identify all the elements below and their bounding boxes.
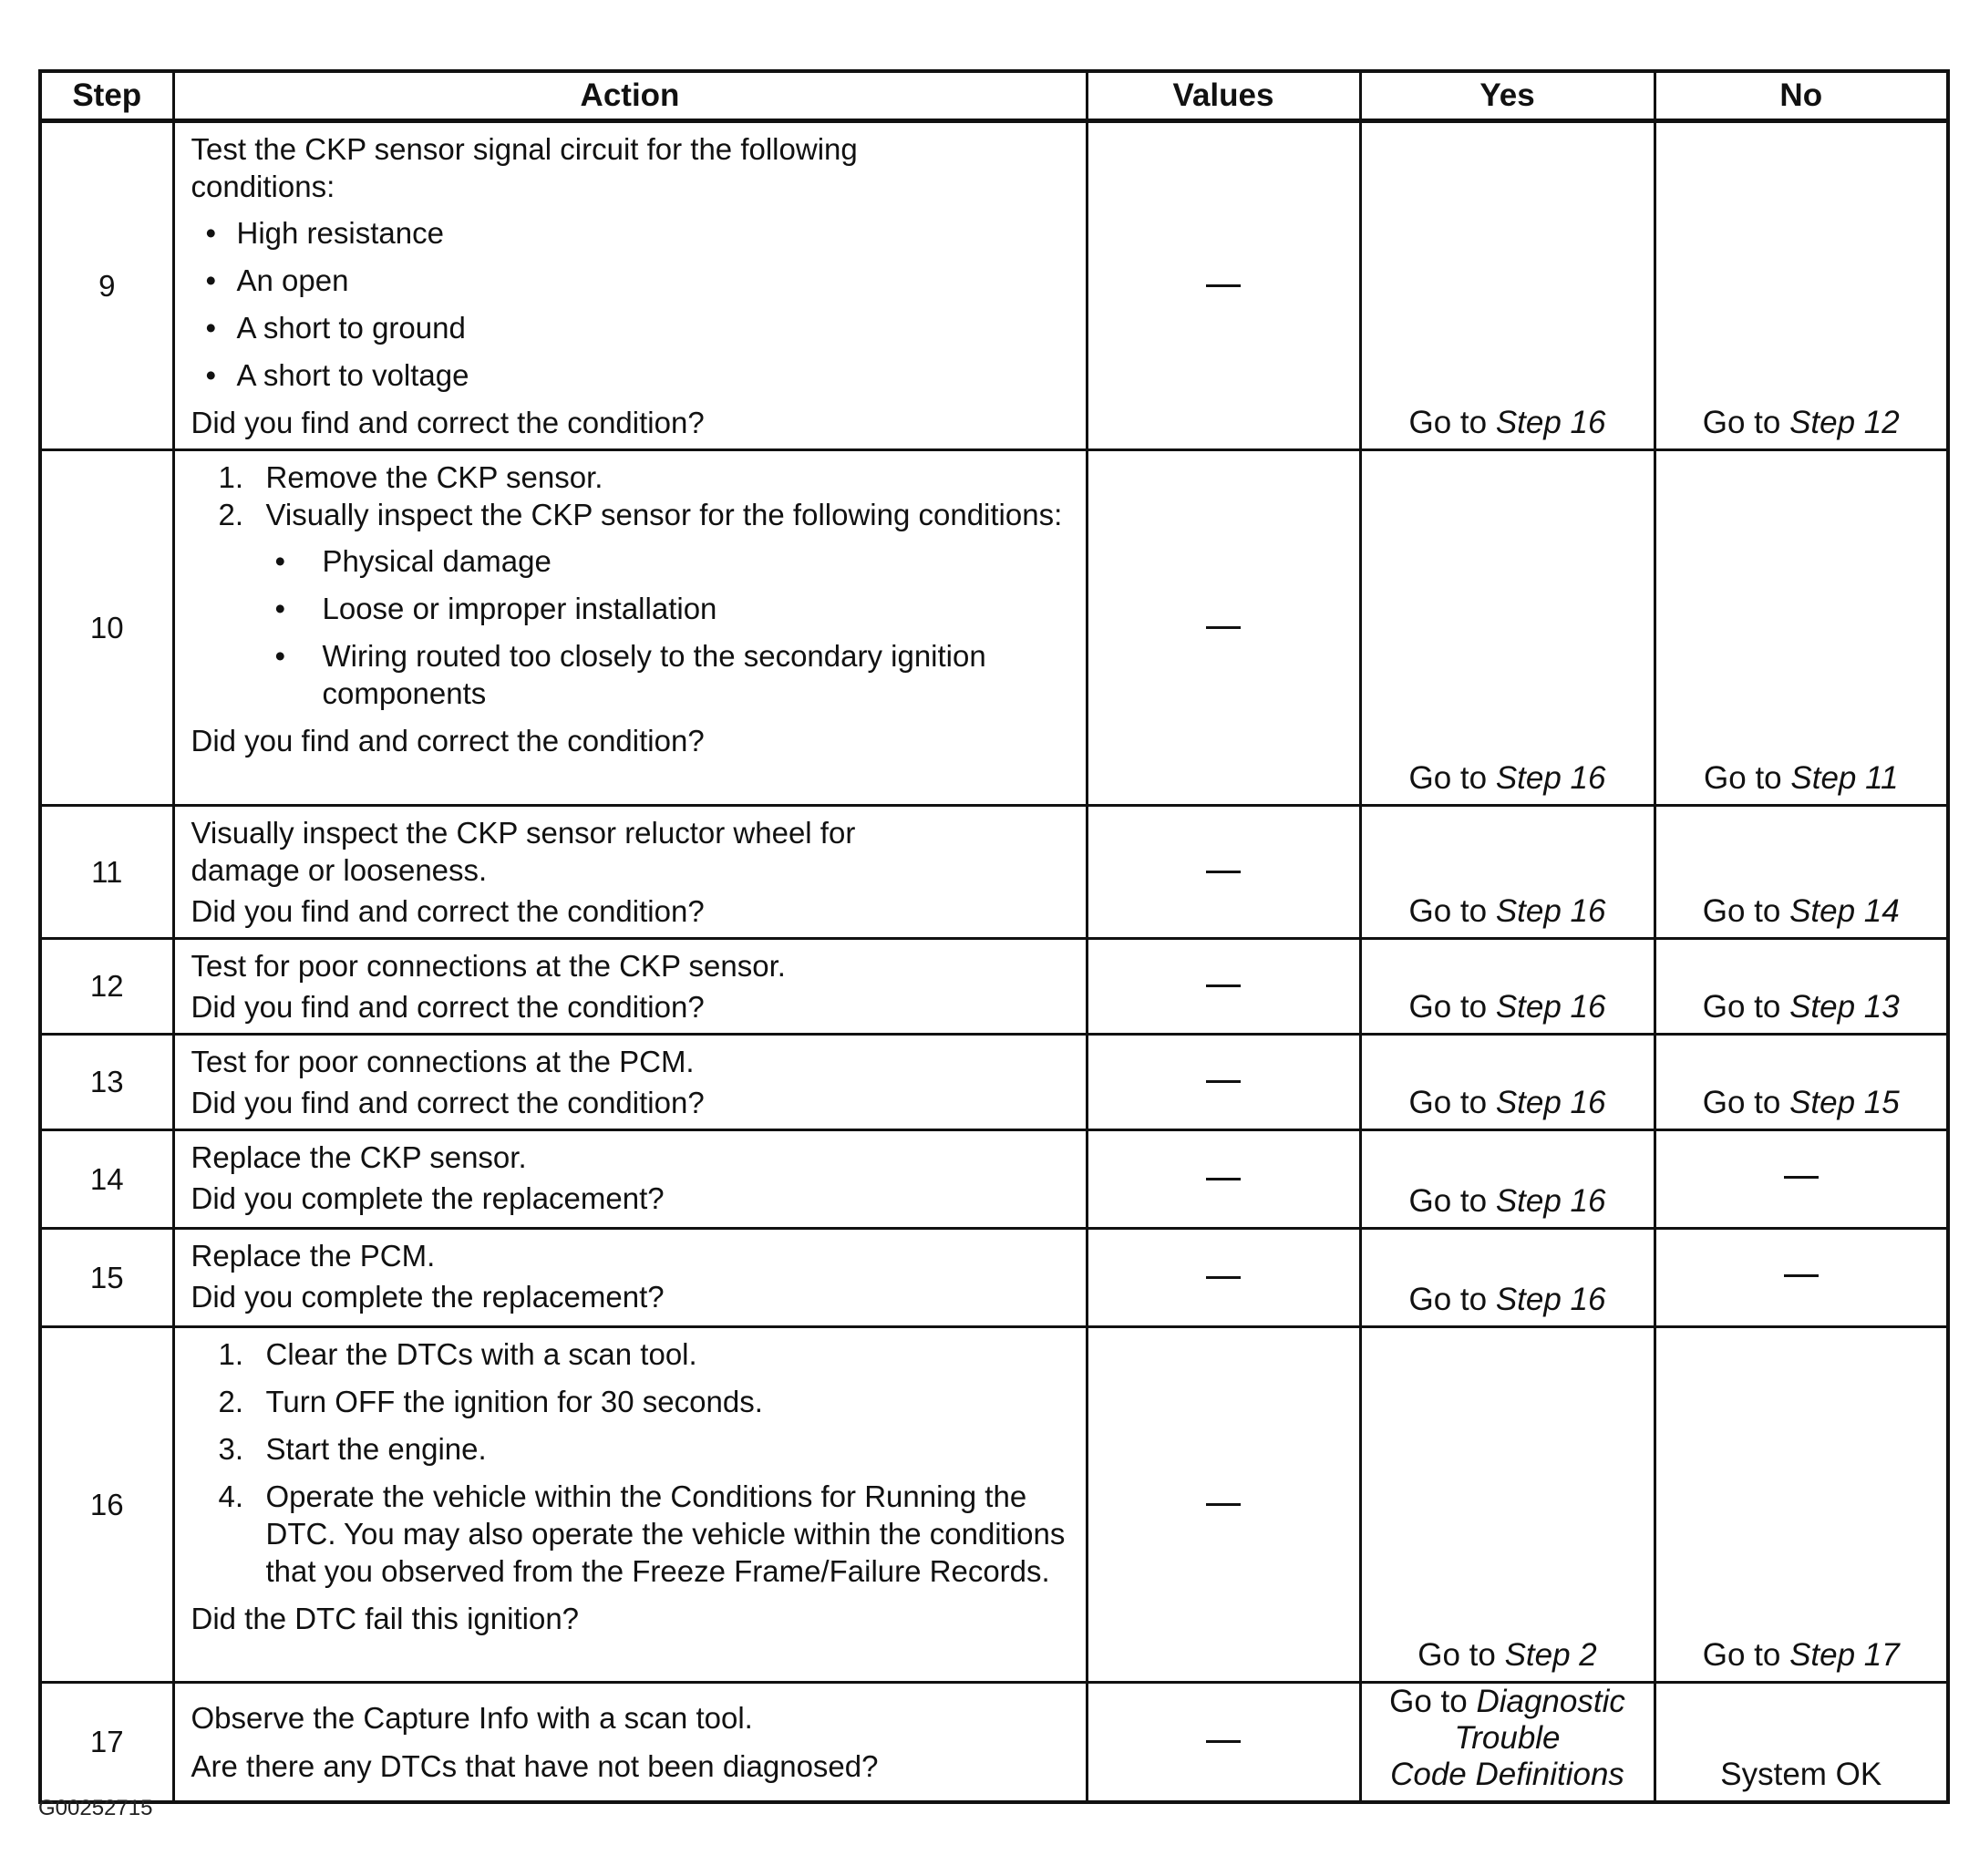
figure-id: G00252715 xyxy=(38,1796,153,1820)
action-cell xyxy=(173,1683,1087,1803)
item-text: Clear the DTCs with a scan tool. xyxy=(265,1337,697,1371)
header-yes: Yes xyxy=(1360,71,1655,121)
header-action: Action xyxy=(173,71,1087,121)
action-cell xyxy=(173,1229,1087,1327)
table-row xyxy=(40,1130,1948,1229)
yes-cell xyxy=(1360,1327,1655,1683)
yes-prefix: Go to xyxy=(1389,1684,1477,1719)
no-step-link: Step 17 xyxy=(1789,1637,1900,1673)
yes-prefix: Go to xyxy=(1408,1282,1496,1317)
dash-mark xyxy=(1784,1176,1819,1179)
no-prefix: Go to xyxy=(1702,1085,1790,1120)
step-number: 12 xyxy=(40,939,173,1035)
dash-mark xyxy=(1206,984,1241,987)
item-number: 1. xyxy=(218,460,244,494)
values-cell xyxy=(1087,121,1360,450)
yes-link-part: Diagnostic xyxy=(1476,1684,1625,1719)
yes-prefix: Go to xyxy=(1408,760,1496,796)
header-step: Step xyxy=(40,71,173,121)
action-question: Did you find and correct the condition? xyxy=(191,894,705,928)
item-text: Visually inspect the CKP sensor for the following conditions: xyxy=(265,498,1063,531)
item-number: 2. xyxy=(218,1385,244,1418)
list-item xyxy=(219,1478,1069,1590)
list-item xyxy=(219,459,1069,496)
item-text: Turn OFF the ignition for 30 seconds. xyxy=(265,1385,763,1418)
action-question: Did you find and correct the condition? xyxy=(191,406,705,439)
no-cell xyxy=(1655,121,1948,450)
no-step-link: Step 14 xyxy=(1789,893,1900,929)
action-cell xyxy=(173,806,1087,939)
list-item: • Loose or improper installation xyxy=(275,590,1069,627)
yes-link-part: Trouble xyxy=(1454,1720,1561,1756)
action-question: Did you find and correct the condition? xyxy=(191,990,705,1024)
step-number: 15 xyxy=(40,1229,173,1327)
yes-cell xyxy=(1360,939,1655,1035)
yes-cell xyxy=(1360,1683,1655,1803)
item-text: Start the engine. xyxy=(265,1432,487,1466)
list-item xyxy=(219,1335,1069,1373)
numbered-list xyxy=(191,1335,1069,1590)
yes-prefix: Go to xyxy=(1408,893,1496,929)
list-item: • A short to voltage xyxy=(206,356,1069,394)
values-cell xyxy=(1087,1130,1360,1229)
header-no: No xyxy=(1655,71,1948,121)
action-intro: Replace the CKP sensor. xyxy=(191,1140,527,1174)
yes-link-part: Code Definitions xyxy=(1390,1757,1624,1792)
list-item xyxy=(219,1383,1069,1420)
no-cell: System OK xyxy=(1655,1683,1948,1803)
numbered-list xyxy=(191,459,1069,712)
yes-prefix: Go to xyxy=(1408,405,1496,440)
table-row xyxy=(40,121,1948,450)
yes-step-link: Step 2 xyxy=(1504,1637,1597,1673)
list-item: • A short to ground xyxy=(206,309,1069,346)
step-number: 11 xyxy=(40,806,173,939)
values-cell xyxy=(1087,450,1360,806)
no-cell xyxy=(1655,806,1948,939)
item-number: 3. xyxy=(218,1432,244,1466)
no-prefix: Go to xyxy=(1702,989,1790,1025)
diagnostic-table-container xyxy=(38,69,1946,1804)
yes-prefix: Go to xyxy=(1408,1085,1496,1120)
no-prefix: Go to xyxy=(1702,893,1790,929)
dash-mark xyxy=(1784,1274,1819,1277)
no-prefix: Go to xyxy=(1702,1637,1790,1673)
dash-mark xyxy=(1206,1276,1241,1279)
dash-mark xyxy=(1206,626,1241,629)
action-intro: Observe the Capture Info with a scan tool. xyxy=(191,1701,753,1735)
yes-prefix: Go to xyxy=(1408,1183,1496,1219)
values-cell xyxy=(1087,1035,1360,1130)
yes-multiline-link xyxy=(1362,1684,1654,1793)
values-cell xyxy=(1087,806,1360,939)
condition-list xyxy=(266,542,1069,712)
diagnostic-table xyxy=(38,69,1950,1804)
list-item xyxy=(219,1430,1069,1468)
values-cell xyxy=(1087,1229,1360,1327)
action-intro: Test for poor connections at the CKP sensor. xyxy=(191,949,786,983)
yes-cell xyxy=(1360,121,1655,450)
list-item: • Physical damage xyxy=(275,542,1069,580)
no-cell xyxy=(1655,1327,1948,1683)
values-cell xyxy=(1087,1327,1360,1683)
action-question: Did you complete the replacement? xyxy=(191,1181,665,1215)
yes-step-link: Step 16 xyxy=(1495,893,1606,929)
table-row xyxy=(40,806,1948,939)
values-cell xyxy=(1087,1683,1360,1803)
yes-cell xyxy=(1360,1130,1655,1229)
yes-cell xyxy=(1360,450,1655,806)
action-cell xyxy=(173,1130,1087,1229)
item-number: 1. xyxy=(218,1337,244,1371)
item-number: 4. xyxy=(218,1479,244,1513)
table-row xyxy=(40,939,1948,1035)
yes-step-link: Step 16 xyxy=(1495,1183,1606,1219)
list-item: • Wiring routed too closely to the secondary ignition components xyxy=(275,637,1069,712)
yes-step-link: Step 16 xyxy=(1495,760,1606,796)
action-question: Are there any DTCs that have not been diagnosed? xyxy=(191,1749,879,1783)
list-item: • An open xyxy=(206,262,1069,299)
dash-mark xyxy=(1206,1740,1241,1743)
yes-step-link: Step 16 xyxy=(1495,405,1606,440)
yes-line-1 xyxy=(1362,1684,1654,1720)
no-step-link: Step 15 xyxy=(1789,1085,1900,1120)
no-step-link: Step 11 xyxy=(1790,760,1899,796)
item-text: Operate the vehicle within the Conditions for Running the DTC. You may also operate the vehicle within the conditions that you observed from the Freeze Frame/Failure Records. xyxy=(265,1479,1066,1588)
list-item: • High resistance xyxy=(206,214,1069,252)
yes-cell xyxy=(1360,806,1655,939)
step-number: 16 xyxy=(40,1327,173,1683)
dash-mark xyxy=(1206,871,1241,873)
yes-step-link: Step 16 xyxy=(1495,1085,1606,1120)
table-row xyxy=(40,1683,1948,1803)
action-intro: Replace the PCM. xyxy=(191,1239,436,1273)
yes-cell xyxy=(1360,1035,1655,1130)
step-number: 9 xyxy=(40,121,173,450)
yes-prefix: Go to xyxy=(1408,989,1496,1025)
action-cell xyxy=(173,1035,1087,1130)
item-text: Remove the CKP sensor. xyxy=(265,460,603,494)
action-cell xyxy=(173,939,1087,1035)
step-number: 17 xyxy=(40,1683,173,1803)
condition-list xyxy=(191,214,1069,394)
action-question: Did you find and correct the condition? xyxy=(191,724,705,758)
no-step-link: Step 13 xyxy=(1789,989,1900,1025)
values-cell xyxy=(1087,939,1360,1035)
action-cell xyxy=(173,121,1087,450)
header-row xyxy=(40,71,1948,121)
action-intro: Visually inspect the CKP sensor reluctor wheel for damage or looseness. xyxy=(191,816,856,887)
step-number: 13 xyxy=(40,1035,173,1130)
yes-prefix: Go to xyxy=(1417,1637,1505,1673)
table-row xyxy=(40,1229,1948,1327)
dash-mark xyxy=(1206,1503,1241,1506)
action-question: Did you complete the replacement? xyxy=(191,1280,665,1314)
action-cell xyxy=(173,450,1087,806)
action-question: Did you find and correct the condition? xyxy=(191,1086,705,1119)
item-number: 2. xyxy=(218,498,244,531)
step-number: 10 xyxy=(40,450,173,806)
action-cell xyxy=(173,1327,1087,1683)
step-number: 14 xyxy=(40,1130,173,1229)
no-step-link: Step 12 xyxy=(1789,405,1900,440)
no-cell xyxy=(1655,939,1948,1035)
dash-mark xyxy=(1206,284,1241,287)
dash-mark xyxy=(1206,1178,1241,1180)
no-cell xyxy=(1655,450,1948,806)
yes-cell xyxy=(1360,1229,1655,1327)
yes-step-link: Step 16 xyxy=(1495,1282,1606,1317)
action-question: Did the DTC fail this ignition? xyxy=(191,1602,580,1635)
no-prefix: Go to xyxy=(1702,405,1790,440)
no-prefix: Go to xyxy=(1704,760,1791,796)
no-cell xyxy=(1655,1229,1948,1327)
table-row xyxy=(40,1327,1948,1683)
dash-mark xyxy=(1206,1080,1241,1083)
table-row xyxy=(40,1035,1948,1130)
table-row xyxy=(40,450,1948,806)
list-item xyxy=(219,496,1069,712)
action-intro: Test the CKP sensor signal circuit for the following conditions: xyxy=(191,132,858,203)
no-cell xyxy=(1655,1130,1948,1229)
header-values: Values xyxy=(1087,71,1360,121)
yes-step-link: Step 16 xyxy=(1495,989,1606,1025)
action-intro: Test for poor connections at the PCM. xyxy=(191,1045,695,1078)
no-cell xyxy=(1655,1035,1948,1130)
